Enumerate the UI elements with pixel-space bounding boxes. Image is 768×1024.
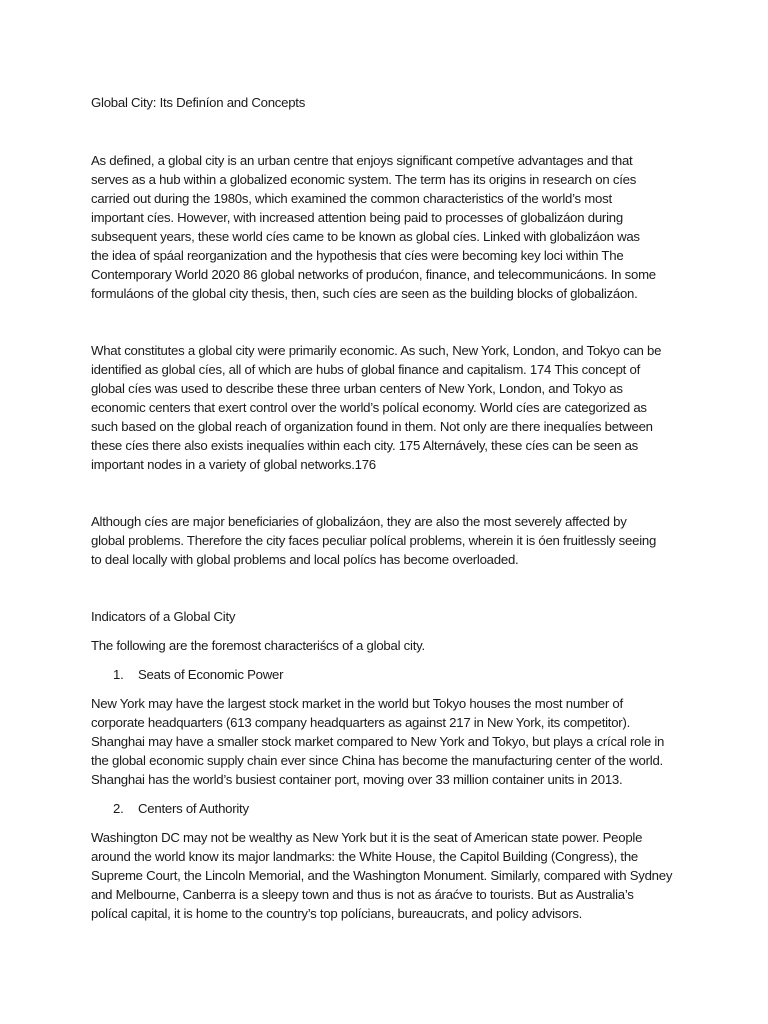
paragraph-1-line: important cíes. However, with increased attention being paid to processes of globalizáon during — [91, 210, 623, 225]
section-heading: Indicators of a Global City — [91, 609, 236, 624]
paragraph-2-line: these cíes there also exists inequalíes within each city. 175 Alternávely, these cíes can be seen as — [91, 438, 639, 453]
paragraph-5-line: Supreme Court, the Lincoln Memorial, and the Washington Monument. Similarly, compared with Sydney — [91, 868, 673, 883]
list-item-number: 1. — [113, 667, 124, 682]
list-item-label: Centers of Authority — [138, 801, 249, 816]
paragraph-1-line: serves as a hub within a globalized economic system. The term has its origins in research on cíes — [91, 172, 637, 187]
paragraph-5-line: polícal capital, it is home to the country’s top polícians, bureaucrats, and policy advisors. — [91, 906, 583, 921]
paragraph-2-line: global cíes was used to describe these three urban centers of New York, London, and Tokyo as — [91, 381, 623, 396]
paragraph-4-line: the global economic supply chain ever since China has become the manufacturing center of the world. — [91, 753, 663, 768]
paragraph-2-line: identified as global cíes, all of which are hubs of global finance and capitalism. 174 This concept of — [91, 362, 640, 377]
paragraph-3-line: Although cíes are major beneficiaries of globalizáon, they are also the most severely affected by — [91, 514, 627, 529]
section-intro: The following are the foremost characteriścs of a global city. — [91, 638, 425, 653]
paragraph-1-line: As defined, a global city is an urban centre that enjoys significant competíve advantages and that — [91, 153, 633, 168]
list-item-label: Seats of Economic Power — [138, 667, 284, 682]
paragraph-1-line: subsequent years, these world cíes came to be known as global cíes. Linked with globalizáon was — [91, 229, 640, 244]
paragraph-1-line: formuláons of the global city thesis, then, such cíes are seen as the building blocks of globalizáon. — [91, 286, 638, 301]
paragraph-5-line: Washington DC may not be wealthy as New York but it is the seat of American state power. People — [91, 830, 643, 845]
paragraph-4-line: New York may have the largest stock market in the world but Tokyo houses the most number of — [91, 696, 623, 711]
paragraph-2-line: economic centers that exert control over the world’s polícal economy. World cíes are categorized as — [91, 400, 647, 415]
paragraph-4-line: Shanghai may have a smaller stock market compared to New York and Tokyo, but plays a crícal role in — [91, 734, 665, 749]
paragraph-4-line: Shanghai has the world’s busiest container port, moving over 33 million container units in 2013. — [91, 772, 623, 787]
document-title: Global City: Its Definíon and Concepts — [91, 95, 306, 110]
paragraph-1-line: the idea of spáal reorganization and the hypothesis that cíes were becoming key loci within The — [91, 248, 624, 263]
paragraph-2-line: such based on the global reach of organization found in them. Not only are there inequalíes between — [91, 419, 653, 434]
paragraph-3-line: global problems. Therefore the city faces peculiar polícal problems, wherein it is óen fruitlessly seeing — [91, 533, 657, 548]
paragraph-1-line: carried out during the 1980s, which examined the common characteristics of the world’s most — [91, 191, 612, 206]
paragraph-5-line: around the world know its major landmarks: the White House, the Capitol Building (Congress), the — [91, 849, 638, 864]
paragraph-5-line: and Melbourne, Canberra is a sleepy town and thus is not as áraćve to tourists. But as Australia’s — [91, 887, 634, 902]
paragraph-2-line: important nodes in a variety of global networks.176 — [91, 457, 376, 472]
paragraph-4-line: corporate headquarters (613 company headquarters as against 217 in New York, its competitor). — [91, 715, 631, 730]
paragraph-3-line: to deal locally with global problems and local polícs has become overloaded. — [91, 552, 519, 567]
paragraph-1-line: Contemporary World 2020 86 global networks of produćon, finance, and telecommunicáons. In some — [91, 267, 656, 282]
paragraph-2-line: What constitutes a global city were primarily economic. As such, New York, London, and Tokyo can be — [91, 343, 662, 358]
list-item-number: 2. — [113, 801, 124, 816]
